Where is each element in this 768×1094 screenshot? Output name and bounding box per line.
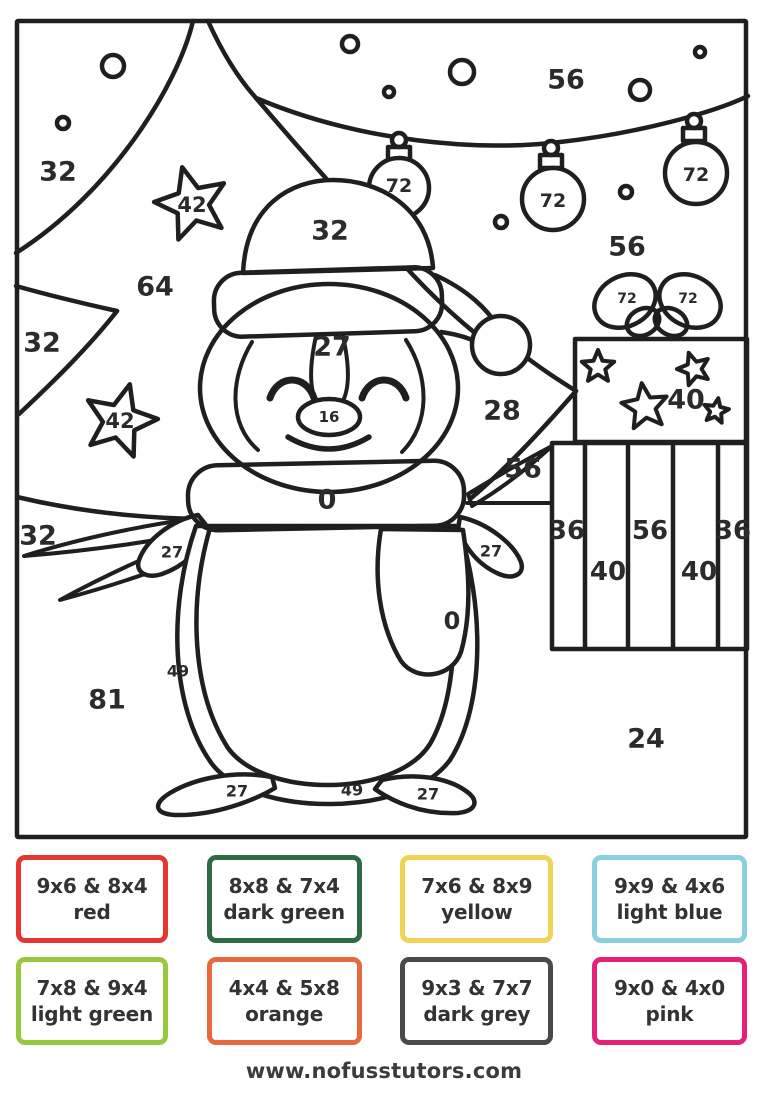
legend-problems: 9x3 & 7x7 [421,975,533,1000]
color-by-number-label: 72 [385,175,413,197]
color-by-number-label: 42 [105,409,135,433]
legend-color-name: light blue [616,900,723,924]
legend-color-name: dark grey [423,1002,531,1026]
color-by-number-label: 27 [416,784,440,804]
tree-skirt-upper [16,286,117,311]
legend-color-name: pink [645,1002,694,1026]
color-by-number-label: 28 [483,395,521,427]
color-by-number-label: 56 [608,231,646,263]
color-by-number-label: 16 [318,408,340,426]
color-by-number-label: 40 [667,384,705,416]
gift-star [621,383,666,428]
color-by-number-label: 27 [225,781,249,801]
hat-pompom [472,316,530,374]
color-by-number-label: 36 [548,516,586,546]
bow-inner-loop-right [650,303,692,342]
tree-left-edge [16,21,193,253]
tree-skirt-lower [19,311,117,414]
color-by-number-label: 36 [714,516,752,546]
legend-item-dark-grey [400,957,553,1045]
tree-skirt-bottom [17,497,199,519]
ornament-cap [683,128,705,141]
color-by-number-label: 56 [631,516,669,546]
penguin-left-foot [158,774,275,815]
snow-dot [450,60,474,84]
legend-problems: 4x4 & 5x8 [228,975,340,1000]
gift-star [582,350,614,381]
tree-right-edge-top [208,21,256,98]
snow-dot [57,117,69,129]
legend-item-dark-green [207,855,362,943]
snow-dot [495,216,507,228]
color-by-number-label: 0 [443,607,461,635]
color-by-number-label: 40 [680,557,718,587]
legend-problems: 8x8 & 7x4 [228,873,340,898]
legend-item-yellow [400,855,553,943]
legend-color-name: yellow [441,900,513,924]
tree-branch-upper [526,357,576,391]
legend-color-name: red [73,900,111,924]
legend-item-red [16,855,168,943]
snow-dot [630,80,650,100]
snow-dot [384,87,394,97]
bow-inner-loop-left [622,303,664,342]
ornament-bauble [665,114,727,204]
footer-url: www.nofusstutors.com [245,1059,523,1083]
snow-dot [102,55,124,77]
color-by-number-label: 32 [311,215,349,247]
color-by-number-label: 0 [317,484,337,516]
color-by-number-label: 32 [39,156,77,188]
legend-problems: 7x6 & 8x9 [421,873,533,898]
color-by-number-label: 42 [177,193,207,217]
color-by-number-label: 27 [160,542,184,562]
legend-problems: 9x0 & 4x0 [613,975,725,1000]
gift-with-bow [575,264,747,442]
color-by-number-label: 27 [313,331,351,363]
legend-item-pink [592,957,747,1045]
legend-problems: 7x8 & 9x4 [36,975,148,1000]
legend-color-name: light green [30,1002,154,1026]
color-by-number-label: 72 [539,190,567,212]
legend-problems: 9x9 & 4x6 [613,873,725,898]
snow-dot [695,47,705,57]
snow-dot [620,186,632,198]
gift-star [705,398,729,423]
garland-string [256,96,748,146]
legend-color-name: orange [245,1002,324,1026]
legend-item-orange [207,957,362,1045]
striped-gift [552,443,747,649]
color-by-number-label: 49 [166,661,190,681]
color-by-number-label: 24 [627,723,665,755]
color-by-number-label: 81 [88,684,126,716]
color-by-number-label: 72 [678,291,698,307]
legend-color-name: dark green [223,900,345,924]
color-by-number-label: 32 [19,520,57,552]
color-by-number-label: 64 [136,271,174,303]
color-by-number-label: 72 [682,164,710,186]
legend-item-light-blue [592,855,747,943]
color-by-number-label: 32 [23,327,61,359]
legend-item-light-green [16,957,168,1045]
color-by-number-label: 27 [479,541,503,561]
color-by-number-label: 56 [504,453,542,485]
ornament-bauble [522,141,584,230]
color-by-number-label: 49 [340,780,364,800]
color-by-number-label: 56 [547,64,585,96]
color-by-number-label: 40 [589,557,627,587]
color-legend [16,855,747,1045]
gift-star [677,353,708,385]
legend-problems: 9x6 & 8x4 [36,873,148,898]
color-by-number-label: 72 [617,291,637,307]
snow-dot [342,36,358,52]
